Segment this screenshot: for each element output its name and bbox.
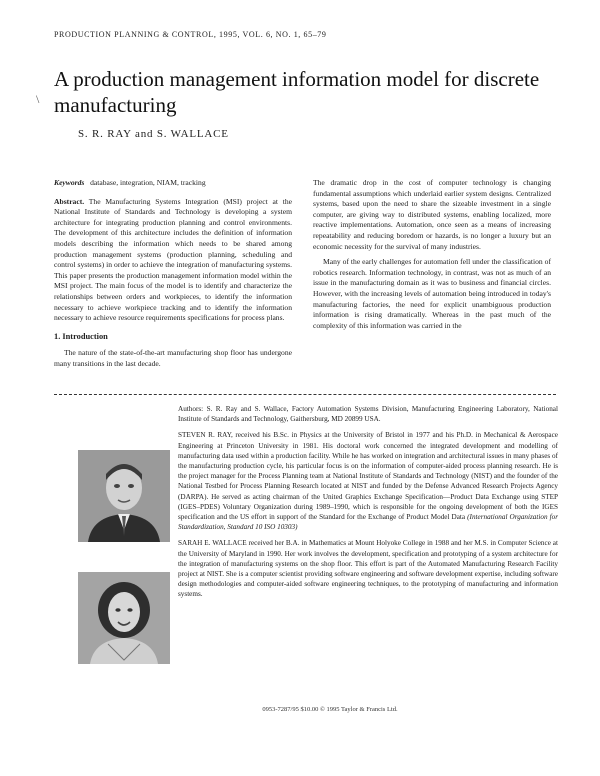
author-portrait-man-icon xyxy=(78,450,170,542)
right-column xyxy=(313,178,551,336)
left-column xyxy=(54,178,292,375)
bio-ray-iso: (International Organization for Standardization, Standard 10 ISO 10303) xyxy=(178,513,559,532)
abstract xyxy=(54,197,292,324)
running-head: PRODUCTION PLANNING & CONTROL, 1995, VOL. 6, NO. 1, 65–79 xyxy=(54,30,327,39)
author-biographies xyxy=(178,404,558,606)
author-portrait-woman-icon xyxy=(78,572,170,664)
right-paragraph-2: Many of the early challenges for automation fell under the classification of robotics research. Information technology, in contrast, was not as much of an issue in the manufacturing domain as it was to business and financial circles. However, with the increasing levels of automation being introduced in today's manufacturing factories, the need for explicit unambiguous production information is rising dramatically. Whereas in the past much of the complexity of this information was carried in the xyxy=(313,257,551,330)
bio-ray xyxy=(178,430,558,532)
author-photo-wallace xyxy=(78,572,170,664)
paper-authors: S. R. RAY and S. WALLACE xyxy=(78,128,229,140)
keywords-text: database, integration, NIAM, tracking xyxy=(90,178,206,187)
copyright-footer: 0953-7287/95 $10.00 © 1995 Taylor & Francis Ltd. xyxy=(262,706,398,713)
author-photo-ray xyxy=(78,450,170,542)
right-paragraph-1: The dramatic drop in the cost of computer technology is changing fundamental assumptions which underlaid earlier system designs. Centralized systems, based upon the need to share the sizeable investment in a single computer, are giving way to distributed systems, enabling localized, more reactive implementations. Automation, once seen as a means of increasing repeatability and reducing boredom or hazards, is no longer a luxury but an economic necessity for the survival of many industries. xyxy=(313,178,551,251)
abstract-text: The Manufacturing Systems Integration (MSI) project at the National Institute of Standards and Technology is developing a system architecture for integrating production planning and control environments. The development of this architecture includes the definition of information models describing the information which needs to be shared among production management systems (production planning, scheduling and control systems) in order to achieve the integration of manufacturing systems. This paper presents the production management information model within the MSI project. The main focus of the model is to identify and characterize the relationships between orders and workpieces, to identify the information necessary to achieve workpiece tracking and to identify the information necessary to achieve resource requirements specifications for process plans. xyxy=(54,196,292,323)
paper-title: A production management information model for discrete manufacturing xyxy=(54,67,540,117)
intro-heading: 1. Introduction xyxy=(54,331,108,341)
authors-affiliation: Authors: S. R. Ray and S. Wallace, Factory Automation Systems Division, Manufacturing Engineering Laboratory, National Institute of Standards and Technology, Gaithersburg, MD 20899 USA. xyxy=(178,405,558,424)
intro-paragraph: The nature of the state-of-the-art manufacturing shop floor has undergone many transitions in the last decade. xyxy=(54,348,292,368)
keywords xyxy=(54,178,292,189)
footnote-divider xyxy=(54,394,556,395)
bio-ray-text: STEVEN R. RAY, received his B.Sc. in Physics at the University of Bristol in 1977 and his Ph.D. in Mechanical & Aerospace Engineering at Princeton University in 1981. His doctoral work concerned the integrated development and modelling of manufacturing data used within a production facility. While he has worked on integration and architectural issues in many phases of the manufacturing production cycle, his particular focus is on the information of computer-aided process planning research. He is the project manager for the Process Planning team at National Institute of Standards and Technology (NIST) and the founder of the National Testbed for Process Planning Research located at NIST and funded by the Defense Advanced Research Projects Agency (DARPA). He served as acting chairman of the United Graphics Exchange Specification—Product Data Exchange using STEP (IGES–PDES) Voluntary Organization during 1989–1990, which is responsible for the ongoing development of both the IGES specification and the US effort in support of the Standard for the Exchange of Product Model Data xyxy=(178,431,558,522)
abstract-label: Abstract. xyxy=(54,196,85,206)
margin-mark: \ xyxy=(36,92,40,106)
keywords-label: Keywords xyxy=(54,178,85,187)
bio-wallace: SARAH E. WALLACE received her B.A. in Mathematics at Mount Holyoke College in 1988 and her M.S. in Computer Science at the University of Maryland in 1990. Her work involves the development, specification and prototyping of a system architecture for the integration of manufacturing systems on the shop floor. This effort is part of the Automated Manufacturing Research Facility project at NIST. She is a computer scientist providing software engineering and software development expertise, including software design methodologies and computer-aided software engineering techniques, to the prototyping of manufacturing and information systems. xyxy=(178,539,558,599)
